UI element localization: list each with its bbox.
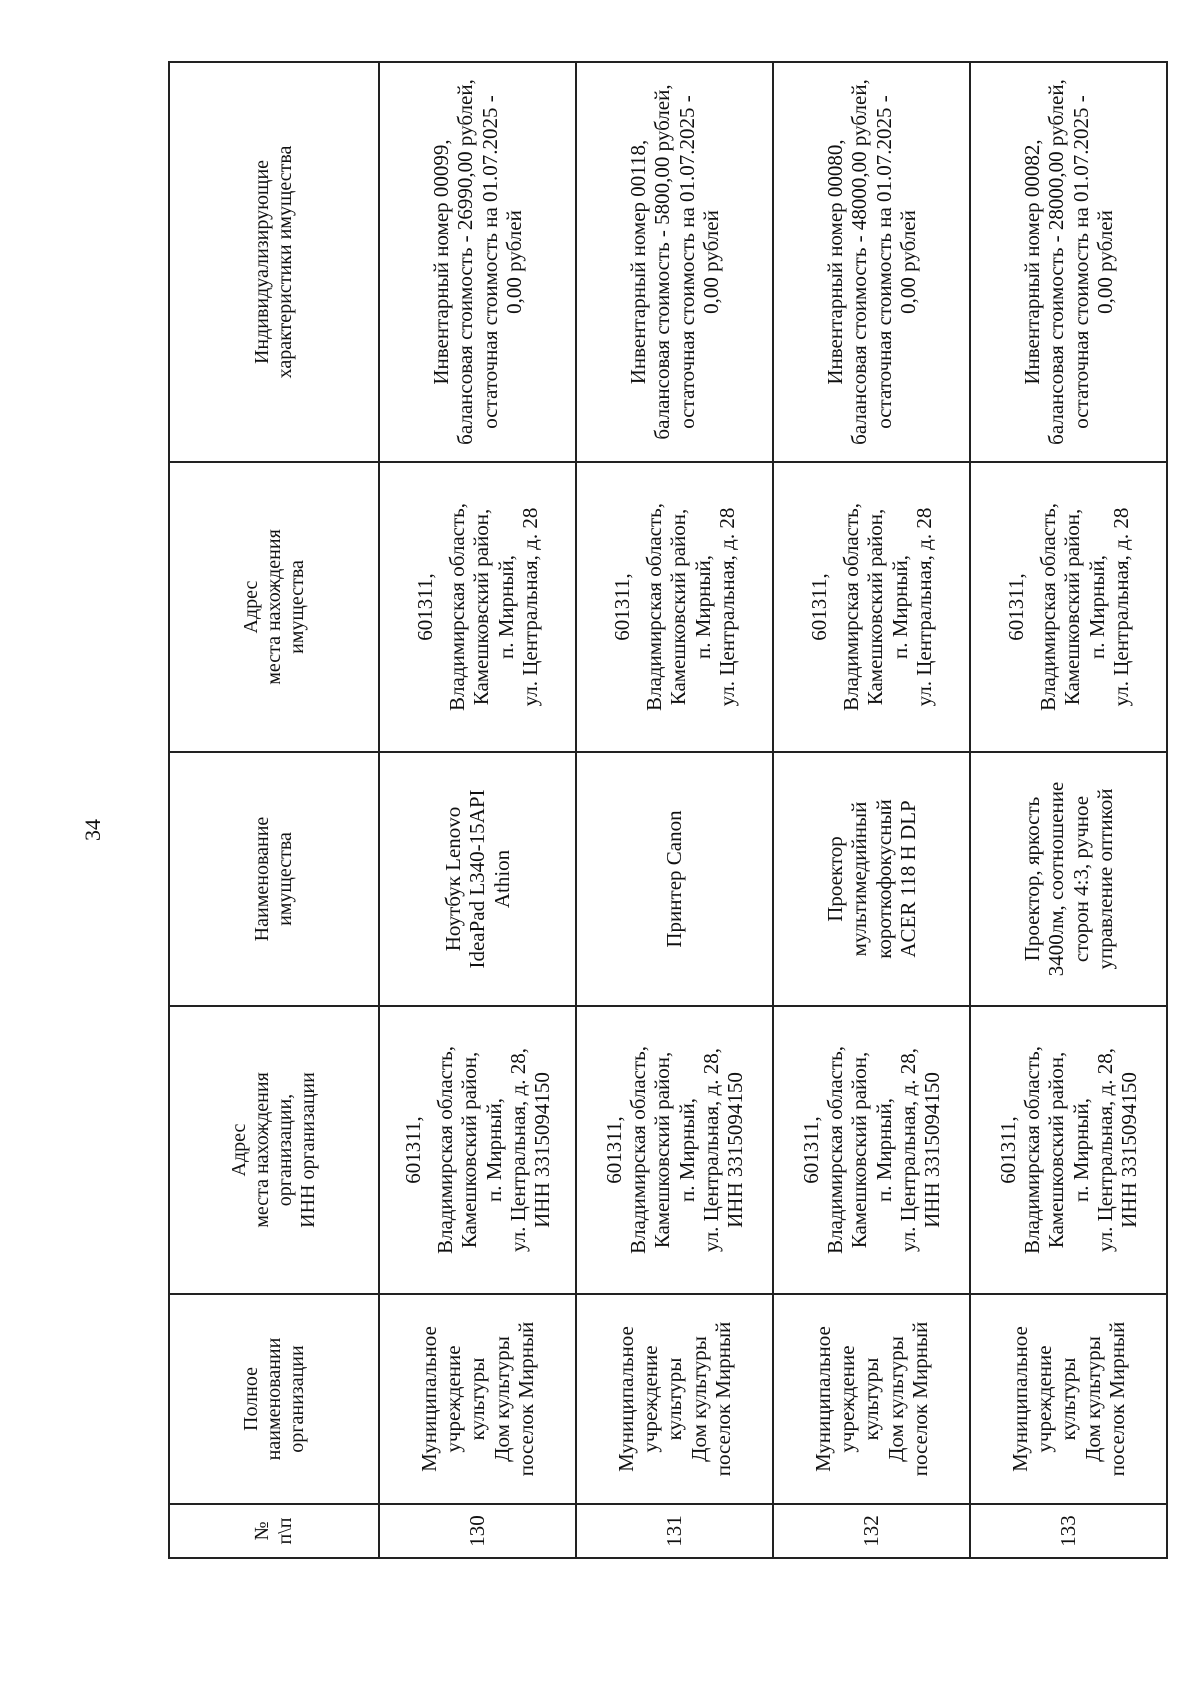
cell-line: Муниципальное — [1008, 1326, 1033, 1472]
cell-line: Инвентарный номер 00082, — [1020, 139, 1045, 385]
cell-line: 0,00 рублей — [895, 210, 920, 314]
header-item-address — [169, 462, 379, 752]
cell-line: № — [251, 1521, 273, 1541]
cell-line: управление оптикой — [1092, 788, 1117, 970]
header-org-address — [169, 1006, 379, 1294]
header-num — [169, 1504, 379, 1558]
cell-item-address — [576, 462, 773, 752]
cell-line: Муниципальное — [417, 1326, 442, 1472]
cell-line: поселок Мирный — [710, 1321, 735, 1477]
cell-line: учреждение — [638, 1345, 663, 1453]
cell-line: Владимирская область, — [1020, 1046, 1045, 1254]
cell-line: места нахождения — [251, 1072, 273, 1228]
cell-line: ул. Центральная, д. 28 — [714, 507, 739, 707]
cell-item-name — [773, 752, 970, 1006]
cell-line: 601311, — [1004, 573, 1029, 641]
cell-line: мультимедийный — [847, 801, 872, 957]
cell-line: характеристики имущества — [274, 145, 296, 379]
cell-line: 601311, — [413, 573, 438, 641]
cell-num: 132 — [773, 1504, 970, 1558]
cell-line: ул. Центральная, д. 28, — [895, 1048, 920, 1252]
cell-line: Камешковский район, — [457, 1051, 482, 1249]
cell-line: ACER 118 H DLP — [895, 800, 920, 958]
cell-line: остаточная стоимость на 01.07.2025 - — [477, 95, 502, 429]
cell-line: 601311, — [807, 573, 832, 641]
cell-line: Муниципальное — [614, 1326, 639, 1472]
cell-line: п. Мирный, — [690, 555, 715, 659]
cell-line: Полное — [239, 1367, 262, 1431]
table-row — [970, 62, 1167, 1558]
cell-line: п. Мирный, — [481, 1098, 506, 1202]
cell-line: короткофокусный — [871, 799, 896, 959]
cell-line: 0,00 рублей — [1092, 210, 1117, 314]
inventory-table — [168, 61, 1168, 1559]
cell-line: Дом культуры — [883, 1336, 908, 1462]
page-number: 34 — [80, 819, 105, 841]
cell-line: балансовая стоимость - 48000,00 рублей, — [847, 79, 872, 445]
cell-line: Камешковский район, — [863, 508, 888, 706]
table-header-row — [169, 62, 379, 1558]
cell-line: учреждение — [835, 1345, 860, 1453]
cell-line: Индивидуализирующие — [251, 159, 273, 365]
table-row — [379, 62, 576, 1558]
cell-item-address — [773, 462, 970, 752]
cell-line: ул. Центральная, д. 28 — [517, 507, 542, 707]
cell-line: Ноутбук Lenovo — [441, 806, 466, 952]
cell-line: ИНН 3315094150 — [722, 1072, 747, 1228]
cell-line: 0,00 рублей — [698, 210, 723, 314]
cell-line: 601311, — [401, 1116, 426, 1184]
cell-org-address — [773, 1006, 970, 1294]
cell-line: остаточная стоимость на 01.07.2025 - — [871, 95, 896, 429]
cell-line: Камешковский район, — [666, 508, 691, 706]
cell-line: культуры — [662, 1357, 687, 1441]
cell-characteristics — [970, 62, 1167, 462]
cell-line: наименовании — [262, 1337, 285, 1461]
cell-line: Принтер Canon — [662, 810, 687, 948]
cell-line: п. Мирный, — [871, 1098, 896, 1202]
cell-characteristics — [379, 62, 576, 462]
cell-org-name — [970, 1294, 1167, 1504]
cell-line: Проектор — [823, 836, 848, 922]
cell-line: ул. Центральная, д. 28 — [1108, 507, 1133, 707]
cell-line: ул. Центральная, д. 28 — [911, 507, 936, 707]
table-row — [773, 62, 970, 1558]
cell-line: п. Мирный, — [674, 1098, 699, 1202]
cell-line: ИНН организации — [297, 1072, 319, 1228]
cell-line: поселок Мирный — [1104, 1321, 1129, 1477]
header-characteristics — [169, 62, 379, 462]
cell-line: 601311, — [799, 1116, 824, 1184]
cell-line: остаточная стоимость на 01.07.2025 - — [674, 95, 699, 429]
cell-line: Адрес — [239, 580, 262, 634]
cell-line: Проектор, яркость — [1020, 796, 1045, 962]
cell-line: п\п — [274, 1517, 296, 1545]
cell-line: Камешковский район, — [1060, 508, 1085, 706]
header-org-name — [169, 1294, 379, 1504]
cell-line: п. Мирный, — [1068, 1098, 1093, 1202]
cell-line: Муниципальное — [811, 1326, 836, 1472]
cell-line: сторон 4:3, ручное — [1068, 795, 1093, 963]
cell-item-name — [379, 752, 576, 1006]
cell-line: ул. Центральная, д. 28, — [698, 1048, 723, 1252]
cell-line: Камешковский район, — [469, 508, 494, 706]
cell-characteristics — [576, 62, 773, 462]
cell-org-address — [576, 1006, 773, 1294]
cell-org-address — [379, 1006, 576, 1294]
cell-line: поселок Мирный — [907, 1321, 932, 1477]
cell-org-address — [970, 1006, 1167, 1294]
cell-line: поселок Мирный — [513, 1321, 538, 1477]
cell-item-name — [576, 752, 773, 1006]
cell-line: Владимирская область, — [1036, 503, 1061, 711]
cell-line: балансовая стоимость - 5800,00 рублей, — [650, 84, 675, 440]
cell-line: Владимирская область, — [823, 1046, 848, 1254]
cell-line: ул. Центральная, д. 28, — [1092, 1048, 1117, 1252]
cell-line: IdeaPad L340-15API — [465, 789, 490, 969]
cell-line: Камешковский район, — [650, 1051, 675, 1249]
cell-line: п. Мирный, — [887, 555, 912, 659]
cell-line: балансовая стоимость - 26990,00 рублей, — [453, 79, 478, 445]
cell-line: Камешковский район, — [847, 1051, 872, 1249]
cell-line: Владимирская область, — [642, 503, 667, 711]
cell-num: 131 — [576, 1504, 773, 1558]
cell-line: Дом культуры — [1080, 1336, 1105, 1462]
cell-line: ИНН 3315094150 — [1116, 1072, 1141, 1228]
cell-line: 601311, — [996, 1116, 1021, 1184]
cell-line: Дом культуры — [686, 1336, 711, 1462]
cell-line: ИНН 3315094150 — [919, 1072, 944, 1228]
cell-num: 133 — [970, 1504, 1167, 1558]
cell-line: 3400лм, соотношение — [1044, 781, 1069, 977]
cell-line: 601311, — [610, 573, 635, 641]
cell-line: ул. Центральная, д. 28, — [505, 1048, 530, 1252]
rotated-table-wrapper — [168, 63, 1168, 1559]
cell-line: Камешковский район, — [1044, 1051, 1069, 1249]
cell-line: культуры — [465, 1357, 490, 1441]
cell-line: места нахождения — [262, 529, 285, 685]
cell-org-name — [576, 1294, 773, 1504]
cell-item-address — [379, 462, 576, 752]
cell-line: культуры — [859, 1357, 884, 1441]
cell-line: 601311, — [602, 1116, 627, 1184]
cell-line: культуры — [1056, 1357, 1081, 1441]
cell-line: п. Мирный, — [1084, 555, 1109, 659]
cell-line: Инвентарный номер 00099, — [429, 139, 454, 385]
cell-line: имущества — [285, 560, 308, 654]
cell-line: остаточная стоимость на 01.07.2025 - — [1068, 95, 1093, 429]
cell-line: п. Мирный, — [493, 555, 518, 659]
cell-num: 130 — [379, 1504, 576, 1558]
cell-line: Владимирская область, — [626, 1046, 651, 1254]
cell-item-address — [970, 462, 1167, 752]
cell-line: Владимирская область, — [433, 1046, 458, 1254]
cell-org-name — [773, 1294, 970, 1504]
cell-line: учреждение — [1032, 1345, 1057, 1453]
cell-line: балансовая стоимость - 28000,00 рублей, — [1044, 79, 1069, 445]
cell-line: учреждение — [441, 1345, 466, 1453]
cell-line: Инвентарный номер 00118, — [626, 139, 651, 385]
table-container — [168, 63, 1200, 1547]
table-row — [576, 62, 773, 1558]
cell-line: Наименование — [251, 816, 273, 942]
cell-line: организации, — [274, 1093, 296, 1207]
cell-line: Дом культуры — [489, 1336, 514, 1462]
cell-line: 0,00 рублей — [501, 210, 526, 314]
cell-line: Адрес — [228, 1123, 250, 1177]
cell-line: Владимирская область, — [445, 503, 470, 711]
cell-line: имущества — [274, 832, 296, 926]
cell-line: Инвентарный номер 00080, — [823, 139, 848, 385]
cell-org-name — [379, 1294, 576, 1504]
cell-line: организации — [285, 1345, 308, 1453]
header-item-name — [169, 752, 379, 1006]
cell-item-name — [970, 752, 1167, 1006]
cell-characteristics — [773, 62, 970, 462]
cell-line: Владимирская область, — [839, 503, 864, 711]
cell-line: ИНН 3315094150 — [529, 1072, 554, 1228]
cell-line: Athion — [489, 849, 514, 909]
